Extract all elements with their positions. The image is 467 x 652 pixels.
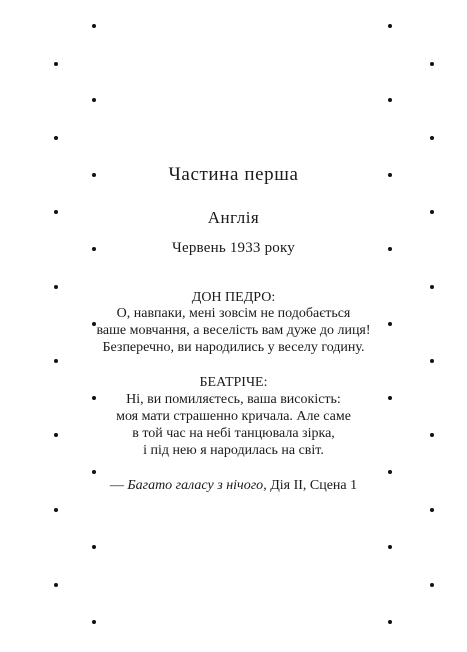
- epigraph-line: Безперечно, ви народились у веселу годину.: [102, 340, 365, 355]
- place-heading: Англія: [207, 208, 260, 227]
- epigraph-line: О, навпаки, мені зовсім не подобається: [116, 306, 351, 321]
- epigraph-line: і під нею я народилась на світ.: [143, 443, 324, 458]
- source-location: , Дія II, Сцена 1: [263, 478, 358, 493]
- source-dash: —: [109, 478, 124, 493]
- speaker-beatrice: БЕАТРІЧЕ:: [199, 375, 268, 390]
- speaker-don-pedro: ДОН ПЕДРО:: [191, 290, 276, 305]
- part-title: Частина перша: [168, 164, 299, 185]
- date-heading: Червень 1933 року: [172, 240, 295, 256]
- epigraph-line: моя мати страшенно кричала. Але саме: [116, 409, 351, 424]
- epigraph-line: Ні, ви помиляєтесь, ваша високість:: [126, 392, 341, 407]
- epigraph-line: в той час на небі танцювала зірка,: [132, 426, 335, 441]
- epigraph-line: ваше мовчання, а веселість вам дуже до лиця!: [96, 323, 371, 338]
- epigraph-source: [0, 478, 467, 494]
- source-work-title: Багато галасу з нічого: [127, 478, 264, 493]
